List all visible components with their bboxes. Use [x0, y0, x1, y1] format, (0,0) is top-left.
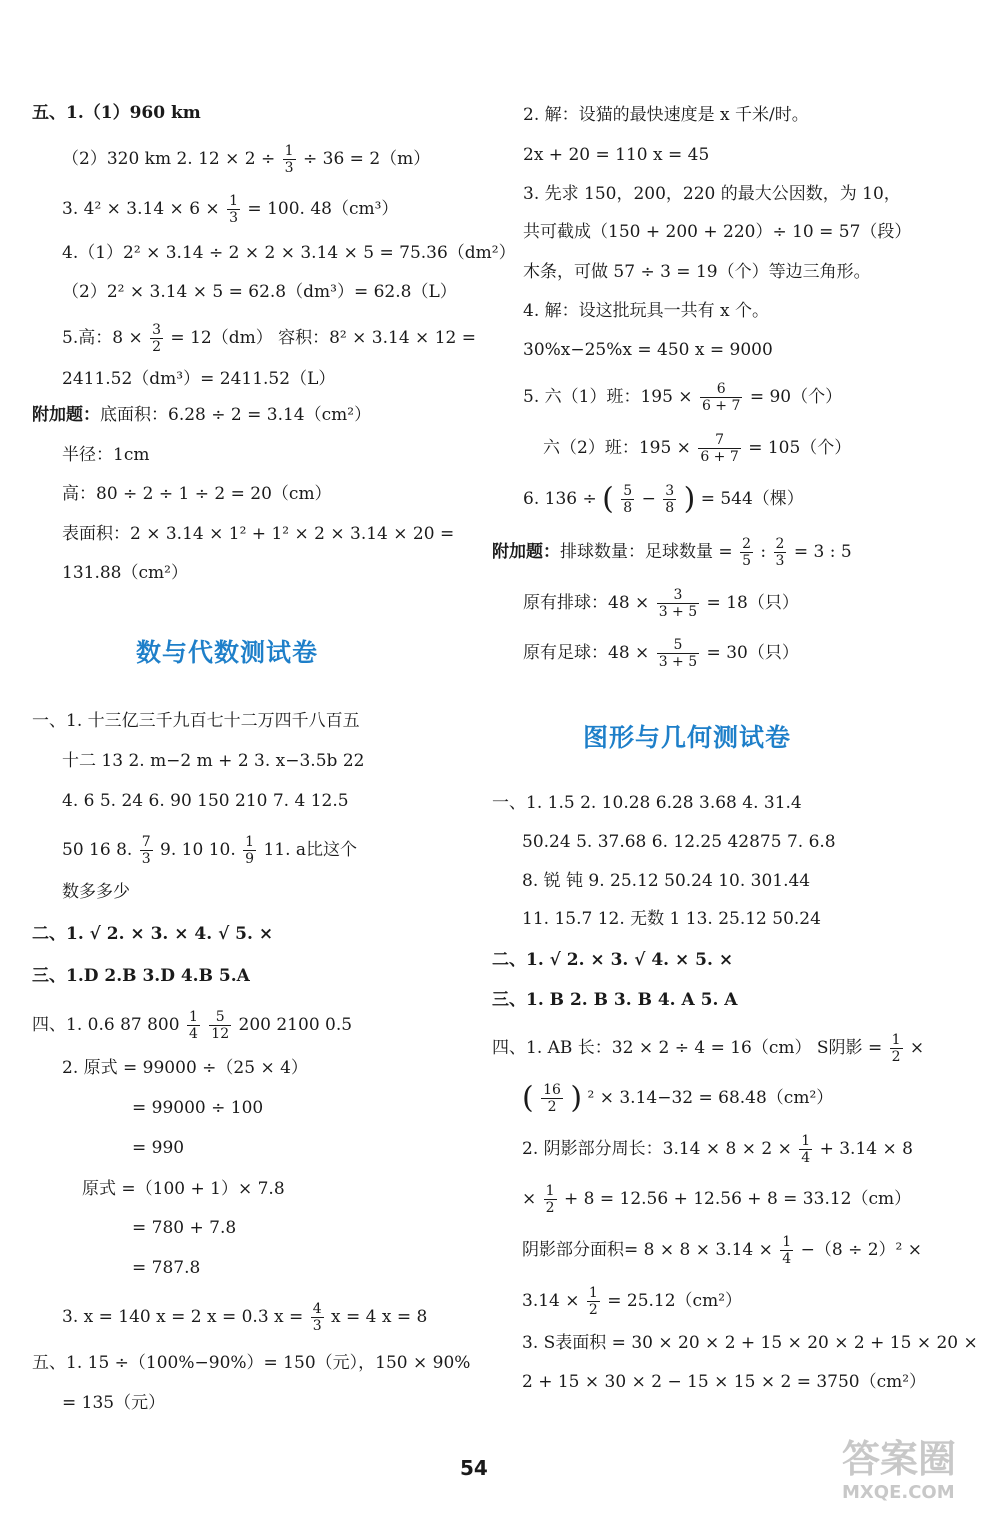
answer-line: 表面积：2 × 3.14 × 1² + 1² × 2 × 3.14 × 20 =: [62, 524, 455, 544]
fraction: $\frac{16}{2}$: [543, 1082, 561, 1115]
answer-line: 131.88（cm²）: [62, 563, 188, 583]
watermark-text: 答案圈: [842, 1437, 957, 1481]
answer-line: = 99000 ÷ 100: [132, 1098, 264, 1118]
answer-line: 3. 4² × 3.14 × 6 × $\frac{1}{3}$ = 100. 48（cm³）: [62, 193, 399, 226]
fraction: $\frac{1}{2}$: [588, 1285, 598, 1318]
fraction: $\frac{1}{9}$: [245, 834, 255, 867]
answer-line: 11. 15.7 12. 无数 1 13. 25.12 50.24: [522, 909, 821, 929]
bonus-label: 附加题：: [32, 405, 100, 425]
bonus-line: 附加题：底面积：6.28 ÷ 2 = 3.14（cm²）: [32, 405, 372, 425]
answer-line: 50.24 5. 37.68 6. 12.25 42875 7. 6.8: [522, 832, 836, 852]
answer-line: 2. 阴影部分周长：3.14 × 8 × 2 × $\frac{1}{4}$ + 3.14 × 8: [522, 1133, 913, 1166]
fraction: $\frac{7}{3}$: [141, 834, 151, 867]
fraction: $\frac{5}{3 + 5}$: [658, 637, 698, 670]
answer-line: 原有排球：48 × $\frac{3}{3 + 5}$ = 18（只）: [523, 587, 799, 620]
fraction: $\frac{1}{4}$: [801, 1133, 811, 1166]
answer-line: ( $\frac{16}{2}$ ) ² × 3.14−32 = 68.48（cm²）: [522, 1080, 834, 1116]
fraction: $\frac{3}{8}$: [665, 483, 675, 516]
answer-line: 十二 13 2. m−2 m + 2 3. x−3.5b 22: [62, 751, 365, 771]
bonus-line: 附加题：排球数量：足球数量 = $\frac{2}{5}$ : $\frac{2}{3}$ = 3 : 5: [492, 536, 852, 569]
fraction: $\frac{1}{3}$: [284, 143, 294, 176]
answer-line: 8. 锐 钝 9. 25.12 50.24 10. 301.44: [522, 871, 811, 891]
fraction: $\frac{5}{12}$: [211, 1009, 230, 1042]
answer-line: 4.（1）2² × 3.14 ÷ 2 × 2 × 3.14 × 5 = 75.36（dm²）: [62, 243, 516, 263]
right-paren: ): [683, 481, 696, 517]
bonus-label: 附加题：: [492, 542, 560, 562]
answer-line: （2）320 km 2. 12 × 2 ÷ $\frac{1}{3}$ ÷ 36 = 2（m）: [62, 143, 431, 176]
answer-line: 3. 先求 150，200，220 的最大公因数，为 10，: [523, 184, 901, 204]
right-paren: ): [570, 1080, 583, 1116]
answer-line: 3. x = 140 x = 2 x = 0.3 x = $\frac{4}{3}$ x = 4 x = 8: [62, 1301, 428, 1334]
answer-line: 6. 136 ÷ ( $\frac{5}{8}$ − $\frac{3}{8}$ ) = 544（棵）: [523, 481, 804, 517]
answer-line: 原有足球：48 × $\frac{5}{3 + 5}$ = 30（只）: [523, 637, 799, 670]
section-heading-geometry: 图形与几何测试卷: [583, 723, 792, 752]
section-heading-algebra: 数与代数测试卷: [136, 638, 319, 667]
left-paren: (: [522, 1080, 534, 1116]
answer-line: 一、1. 1.5 2. 10.28 6.28 3.68 4. 31.4: [492, 793, 802, 813]
answer-line: 共可截成（150 + 200 + 220）÷ 10 = 57（段）: [523, 222, 912, 242]
fraction: $\frac{2}{5}$: [742, 536, 751, 569]
fraction: $\frac{3}{2}$: [152, 322, 162, 355]
answer-line: 4. 解：设这批玩具一共有 x 个。: [523, 301, 770, 321]
answer-line: 二、1. √ 2. × 3. √ 4. × 5. ×: [492, 950, 734, 970]
answer-line: 半径：1cm: [62, 445, 150, 465]
watermark-url: MXQE.COM: [842, 1482, 955, 1503]
fraction: $\frac{1}{4}$: [188, 1009, 198, 1042]
left-paren: (: [602, 481, 614, 517]
answer-line: 50 16 8. $\frac{7}{3}$ 9. 10 10. $\frac{1}{9}$ 11. a比这个: [62, 834, 358, 867]
answer-line: 五、1. 15 ÷（100%−90%）= 150（元），150 × 90%: [32, 1353, 471, 1373]
answer-line: 2 + 15 × 30 × 2 − 15 × 15 × 2 = 3750（cm²）: [522, 1372, 927, 1392]
fraction: $\frac{5}{8}$: [623, 483, 633, 516]
fraction: $\frac{3}{3 + 5}$: [658, 587, 698, 620]
fraction: $\frac{1}{2}$: [891, 1032, 901, 1065]
answer-line: 3.14 × $\frac{1}{2}$ = 25.12（cm²）: [522, 1285, 743, 1318]
fraction: $\frac{1}{4}$: [782, 1234, 792, 1267]
answer-line: 2. 解：设猫的最快速度是 x 千米/时。: [523, 105, 809, 125]
answer-line: 2x + 20 = 110 x = 45: [523, 145, 710, 165]
answer-line: 五、1.（1）960 km: [32, 103, 201, 123]
fraction: $\frac{7}{6 + 7}$: [700, 432, 739, 465]
answer-line: 一、1. 十三亿三千九百七十二万四千八百五: [32, 711, 360, 731]
answer-line: 原式 =（100 + 1）× 7.8: [82, 1179, 285, 1199]
answer-line: 5.高：8 × $\frac{3}{2}$ = 12（dm） 容积：8² × 3.14 × 12 =: [62, 322, 476, 355]
fraction: $\frac{1}{3}$: [229, 193, 239, 226]
answer-line: 4. 6 5. 24 6. 90 150 210 7. 4 12.5: [62, 791, 349, 811]
answer-line: 六（2）班：195 × $\frac{7}{6 + 7}$ = 105（个）: [543, 432, 852, 465]
answer-line: 高：80 ÷ 2 ÷ 1 ÷ 2 = 20（cm）: [62, 484, 332, 504]
fraction: $\frac{6}{6 + 7}$: [701, 381, 741, 414]
answer-line: = 990: [132, 1138, 185, 1158]
answer-line: 四、1. AB 长：32 × 2 ÷ 4 = 16（cm） S阴影 = $\frac{1}{2}$ ×: [492, 1032, 925, 1065]
answer-line: × $\frac{1}{2}$ + 8 = 12.56 + 12.56 + 8 = 33.12（cm）: [522, 1183, 912, 1216]
page-number: 54: [460, 1456, 488, 1480]
answer-line: 三、1.D 2.B 3.D 4.B 5.A: [32, 966, 250, 986]
answer-line: 3. S表面积 = 30 × 20 × 2 + 15 × 20 × 2 + 15 × 20 ×: [522, 1333, 978, 1353]
fraction: $\frac{2}{3}$: [775, 536, 785, 569]
answer-line: 四、1. 0.6 87 800 $\frac{1}{4}$ $\frac{5}{12}$ 200 2100 0.5: [32, 1009, 353, 1042]
answer-line: 2411.52（dm³）= 2411.52（L）: [62, 369, 336, 389]
answer-line: （2）2² × 3.14 × 5 = 62.8（dm³）= 62.8（L）: [62, 282, 457, 302]
answer-line: 5. 六（1）班：195 × $\frac{6}{6 + 7}$ = 90（个）: [523, 381, 843, 414]
answer-line: 数多多少: [62, 882, 130, 902]
answer-line: 木条，可做 57 ÷ 3 = 19（个）等边三角形。: [523, 262, 871, 282]
answer-line: 三、1. B 2. B 3. B 4. A 5. A: [492, 990, 738, 1010]
answer-line: 二、1. √ 2. × 3. × 4. √ 5. ×: [32, 924, 274, 944]
answer-line: = 787.8: [132, 1258, 201, 1278]
answer-line: = 135（元）: [62, 1393, 166, 1413]
answer-line: 2. 原式 = 99000 ÷（25 × 4）: [62, 1058, 308, 1078]
answer-line: 阴影部分面积= 8 × 8 × 3.14 × $\frac{1}{4}$ −（8 ÷ 2）² ×: [522, 1234, 923, 1267]
fraction: $\frac{4}{3}$: [312, 1301, 322, 1334]
answer-line: = 780 + 7.8: [132, 1218, 237, 1238]
answer-line: 30%x−25%x = 450 x = 9000: [523, 340, 773, 360]
watermark-logo: [842, 1436, 992, 1516]
fraction: $\frac{1}{2}$: [545, 1183, 555, 1216]
